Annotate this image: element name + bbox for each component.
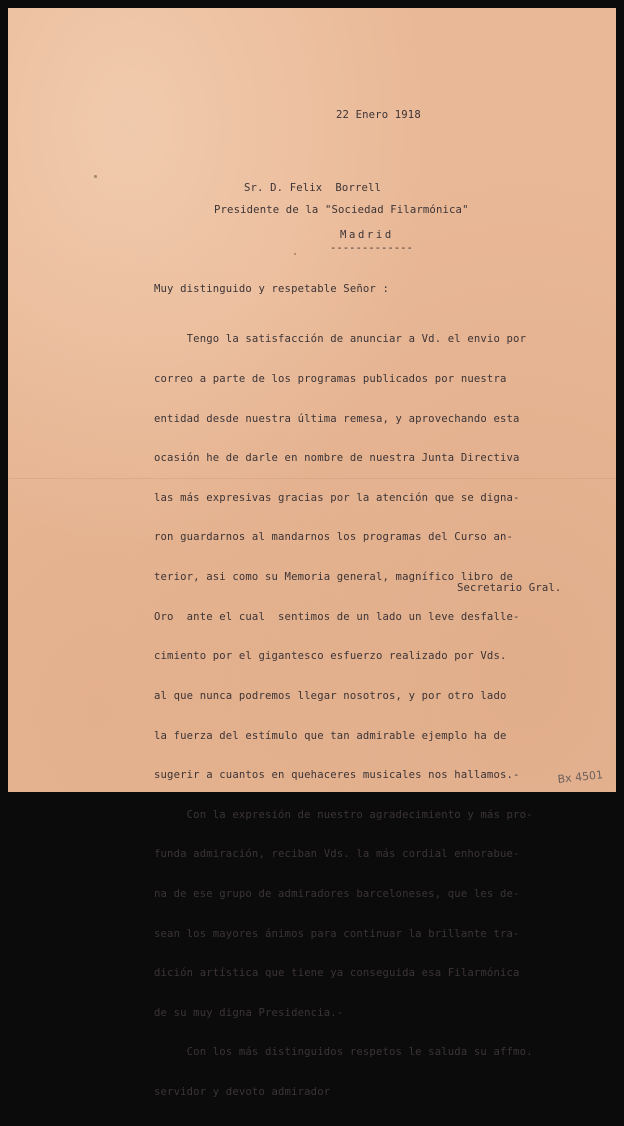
city-underline: ------------- xyxy=(330,242,413,254)
body-line: Con los más distinguidos respetos le saluda su affmo. xyxy=(154,1046,533,1059)
body-line: sean los mayores ánimos para continuar la brillante tra- xyxy=(154,927,520,940)
body-line: Oro ante el cual sentimos de un lado un leve desfalle- xyxy=(154,610,520,623)
salutation: Muy distinguido y respetable Señor : xyxy=(154,283,390,295)
body-line: Con la expresión de nuestro agradecimiento y más pro- xyxy=(154,808,533,821)
letter-date: 22 Enero 1918 xyxy=(336,109,421,121)
paper-stain xyxy=(94,175,97,178)
body-line: servidor y devoto admirador xyxy=(154,1085,331,1098)
body-line: ron guardarnos al mandarnos los programas del Curso an- xyxy=(154,531,514,544)
body-line: terior, asi como su Memoria general, magnífico libro de xyxy=(154,571,514,584)
body-line: dición artística que tiene ya conseguida esa Filarmónica xyxy=(154,967,520,980)
letter-sheet xyxy=(8,8,616,1098)
body-line: na de ese grupo de admiradores barceloneses, que les de- xyxy=(154,887,520,900)
signature-title: Secretario Gral. xyxy=(457,582,562,594)
body-line: entidad desde nuestra última remesa, y aprovechando esta xyxy=(154,412,520,425)
body-line: sugerir a cuantos en quehaceres musicales nos hallamos.- xyxy=(154,769,520,782)
letter-body xyxy=(154,307,533,1126)
paper-stain xyxy=(294,253,296,255)
recipient-title: Presidente de la "Sociedad Filarmónica" xyxy=(214,204,469,216)
body-line: Tengo la satisfacción de anunciar a Vd. el envio por xyxy=(154,333,527,346)
recipient-name: Sr. D. Felix Borrell xyxy=(244,182,382,194)
body-line: correo a parte de los programas publicados por nuestra xyxy=(154,373,507,386)
recipient-city: Madrid xyxy=(340,229,394,241)
body-line: las más expresivas gracias por la atención que se digna- xyxy=(154,491,520,504)
handwritten-archive-note: Bx 4501 xyxy=(557,768,604,786)
body-line: ocasión he de darle en nombre de nuestra Junta Directiva xyxy=(154,452,520,465)
body-line: cimiento por el gigantesco esfuerzo realizado por Vds. xyxy=(154,650,507,663)
body-line: funda admiración, reciban Vds. la más cordial enhorabue- xyxy=(154,848,520,861)
body-line: al que nunca podremos llegar nosotros, y por otro lado xyxy=(154,689,507,702)
body-line: de su muy digna Presidencia.- xyxy=(154,1006,344,1019)
body-line: la fuerza del estímulo que tan admirable ejemplo ha de xyxy=(154,729,507,742)
